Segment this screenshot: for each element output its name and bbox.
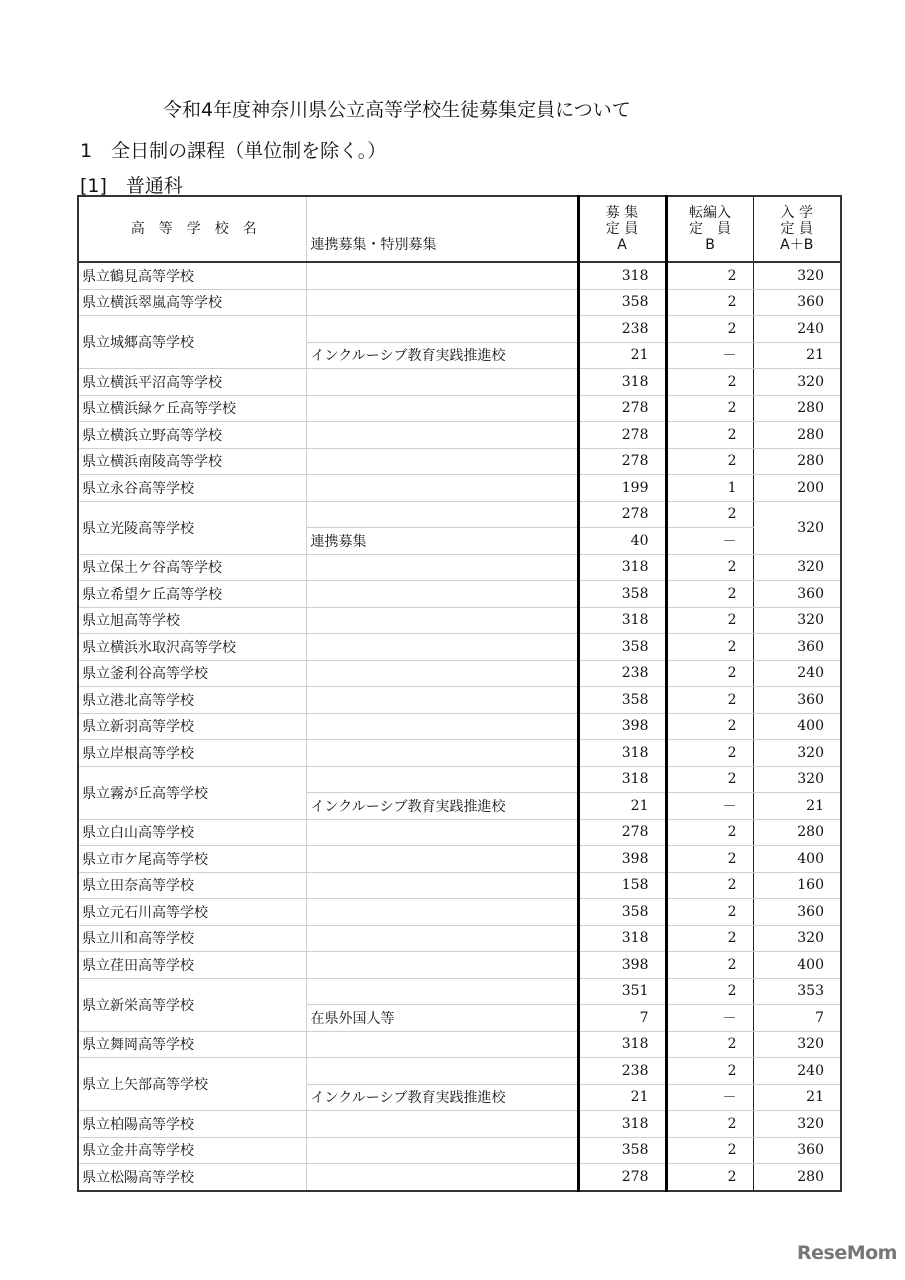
school-name: 県立岸根高等学校 [78, 740, 306, 767]
school-name: 県立城郷高等学校 [78, 316, 306, 369]
special-recruitment: インクルーシブ教育実践推進校 [306, 1084, 578, 1111]
header-b [666, 196, 753, 262]
table-row [78, 1164, 841, 1191]
admission-quota-total: 320 [753, 262, 841, 289]
school-name: 県立横浜平沼高等学校 [78, 369, 306, 396]
header-a-line3: A [617, 237, 627, 253]
school-name: 県立荏田高等学校 [78, 952, 306, 979]
special-recruitment [306, 289, 578, 316]
special-recruitment [306, 660, 578, 687]
admission-quota-total: 320 [753, 1111, 841, 1138]
special-recruitment [306, 1031, 578, 1058]
transfer-quota-b: 2 [666, 872, 753, 899]
transfer-quota-b: 1 [666, 475, 753, 502]
special-recruitment [306, 475, 578, 502]
table-row [78, 1058, 841, 1085]
header-special: 連携募集・特別募集 [306, 196, 578, 262]
transfer-quota-b: 2 [666, 607, 753, 634]
admission-quota-total: 200 [753, 475, 841, 502]
quota-a: 358 [578, 1137, 666, 1164]
table-row [78, 395, 841, 422]
quota-a: 278 [578, 1164, 666, 1191]
transfer-quota-b: 2 [666, 395, 753, 422]
special-recruitment [306, 952, 578, 979]
table-body [78, 262, 841, 1191]
special-recruitment [306, 448, 578, 475]
special-recruitment [306, 369, 578, 396]
special-recruitment: 在県外国人等 [306, 1005, 578, 1032]
header-b-line1: 転編入 [689, 205, 731, 221]
school-name: 県立上矢部高等学校 [78, 1058, 306, 1111]
quota-a: 278 [578, 395, 666, 422]
admission-quota-total: 360 [753, 1137, 841, 1164]
transfer-quota-b: 2 [666, 554, 753, 581]
special-recruitment [306, 978, 578, 1005]
quota-a: 398 [578, 846, 666, 873]
admission-quota-total: 320 [753, 554, 841, 581]
table-row [78, 634, 841, 661]
header-b-line2: 定 員 [689, 221, 731, 237]
table-row [78, 872, 841, 899]
special-recruitment [306, 501, 578, 528]
resemom-watermark-logo: ReseMom [797, 1242, 897, 1264]
quota-a: 318 [578, 607, 666, 634]
admission-quota-total: 240 [753, 316, 841, 343]
table-row [78, 766, 841, 793]
school-name: 県立川和高等学校 [78, 925, 306, 952]
quota-a: 278 [578, 422, 666, 449]
admission-quota-total: 280 [753, 1164, 841, 1191]
special-recruitment [306, 1137, 578, 1164]
transfer-quota-b: 2 [666, 978, 753, 1005]
admission-quota-total: 400 [753, 846, 841, 873]
transfer-quota-b: 2 [666, 899, 753, 926]
table-row [78, 262, 841, 289]
transfer-quota-b: 2 [666, 634, 753, 661]
quota-a: 199 [578, 475, 666, 502]
quota-a: 398 [578, 952, 666, 979]
admission-quota-total: 160 [753, 872, 841, 899]
admission-quota-total: 280 [753, 422, 841, 449]
transfer-quota-b: 2 [666, 660, 753, 687]
school-name: 県立松陽高等学校 [78, 1164, 306, 1191]
school-name: 県立元石川高等学校 [78, 899, 306, 926]
quota-a: 21 [578, 1084, 666, 1111]
table-row [78, 581, 841, 608]
special-recruitment [306, 687, 578, 714]
special-recruitment [306, 925, 578, 952]
special-recruitment [306, 872, 578, 899]
table-row [78, 369, 841, 396]
quota-a: 318 [578, 262, 666, 289]
school-name: 県立金井高等学校 [78, 1137, 306, 1164]
quota-a: 358 [578, 899, 666, 926]
school-name: 県立港北高等学校 [78, 687, 306, 714]
transfer-quota-b: 2 [666, 501, 753, 528]
quota-a: 358 [578, 289, 666, 316]
transfer-quota-b: 2 [666, 1058, 753, 1085]
special-recruitment: 連携募集 [306, 528, 578, 555]
quota-a: 351 [578, 978, 666, 1005]
table-row [78, 846, 841, 873]
school-name: 県立舞岡高等学校 [78, 1031, 306, 1058]
table-row [78, 1137, 841, 1164]
special-recruitment [306, 1111, 578, 1138]
school-name: 県立鶴見高等学校 [78, 262, 306, 289]
school-name: 県立田奈高等学校 [78, 872, 306, 899]
header-a-line2: 定 員 [605, 221, 639, 237]
table-row [78, 713, 841, 740]
transfer-quota-b: － [666, 793, 753, 820]
header-a [578, 196, 666, 262]
admission-quota-total: 320 [753, 925, 841, 952]
quota-a: 318 [578, 369, 666, 396]
transfer-quota-b: 2 [666, 262, 753, 289]
quota-a: 238 [578, 1058, 666, 1085]
table-row [78, 554, 841, 581]
special-recruitment [306, 819, 578, 846]
admission-quota-total: 280 [753, 448, 841, 475]
special-recruitment [306, 316, 578, 343]
transfer-quota-b: 2 [666, 687, 753, 714]
header-c-line1: 入 学 [780, 205, 813, 221]
table-row [78, 448, 841, 475]
table-row [78, 660, 841, 687]
special-recruitment: インクルーシブ教育実践推進校 [306, 342, 578, 369]
transfer-quota-b: 2 [666, 846, 753, 873]
special-recruitment [306, 581, 578, 608]
transfer-quota-b: － [666, 1005, 753, 1032]
quota-a: 398 [578, 713, 666, 740]
table-row [78, 819, 841, 846]
transfer-quota-b: 2 [666, 1111, 753, 1138]
quota-a: 238 [578, 316, 666, 343]
special-recruitment [306, 1164, 578, 1191]
school-name: 県立霧が丘高等学校 [78, 766, 306, 819]
enrollment-table [77, 195, 842, 1192]
admission-quota-total: 21 [753, 793, 841, 820]
admission-quota-total: 21 [753, 1084, 841, 1111]
admission-quota-total: 360 [753, 581, 841, 608]
table-header-row [78, 196, 841, 262]
table-row [78, 740, 841, 767]
quota-a: 238 [578, 660, 666, 687]
transfer-quota-b: 2 [666, 316, 753, 343]
special-recruitment [306, 395, 578, 422]
transfer-quota-b: 2 [666, 925, 753, 952]
special-recruitment [306, 634, 578, 661]
school-name: 県立旭高等学校 [78, 607, 306, 634]
section-heading: 1 全日制の課程（単位制を除く。） [80, 140, 387, 162]
table-row [78, 925, 841, 952]
school-name: 県立横浜立野高等学校 [78, 422, 306, 449]
special-recruitment [306, 262, 578, 289]
school-name: 県立希望ケ丘高等学校 [78, 581, 306, 608]
table-row [78, 316, 841, 343]
special-recruitment: インクルーシブ教育実践推進校 [306, 793, 578, 820]
transfer-quota-b: 2 [666, 448, 753, 475]
school-name: 県立横浜翠嵐高等学校 [78, 289, 306, 316]
admission-quota-total: 320 [753, 369, 841, 396]
admission-quota-total: 360 [753, 634, 841, 661]
quota-a: 318 [578, 766, 666, 793]
quota-a: 318 [578, 554, 666, 581]
header-a-line1: 募 集 [605, 205, 639, 221]
school-name: 県立柏陽高等学校 [78, 1111, 306, 1138]
admission-quota-total: 21 [753, 342, 841, 369]
quota-a: 278 [578, 448, 666, 475]
transfer-quota-b: 2 [666, 1164, 753, 1191]
quota-a: 40 [578, 528, 666, 555]
transfer-quota-b: 2 [666, 422, 753, 449]
school-name: 県立釜利谷高等学校 [78, 660, 306, 687]
quota-a: 358 [578, 634, 666, 661]
school-name: 県立横浜緑ケ丘高等学校 [78, 395, 306, 422]
quota-a: 358 [578, 581, 666, 608]
special-recruitment [306, 1058, 578, 1085]
table-row [78, 289, 841, 316]
school-name: 県立新栄高等学校 [78, 978, 306, 1031]
header-c [753, 196, 841, 262]
school-name: 県立市ケ尾高等学校 [78, 846, 306, 873]
special-recruitment [306, 766, 578, 793]
school-name: 県立新羽高等学校 [78, 713, 306, 740]
quota-a: 158 [578, 872, 666, 899]
admission-quota-total: 320 [753, 1031, 841, 1058]
school-name: 県立永谷高等学校 [78, 475, 306, 502]
admission-quota-total: 320 [753, 740, 841, 767]
table-row [78, 475, 841, 502]
school-name: 県立光陵高等学校 [78, 501, 306, 554]
admission-quota-total: 240 [753, 660, 841, 687]
table-row [78, 899, 841, 926]
table-row [78, 501, 841, 528]
quota-a: 7 [578, 1005, 666, 1032]
table-row [78, 952, 841, 979]
transfer-quota-b: － [666, 528, 753, 555]
special-recruitment [306, 899, 578, 926]
admission-quota-total: 280 [753, 819, 841, 846]
quota-a: 21 [578, 793, 666, 820]
table-row [78, 687, 841, 714]
quota-a: 278 [578, 819, 666, 846]
admission-quota-total: 360 [753, 899, 841, 926]
admission-quota-total: 280 [753, 395, 841, 422]
header-c-line2: 定 員 [780, 221, 813, 237]
admission-quota-total: 360 [753, 687, 841, 714]
quota-a: 278 [578, 501, 666, 528]
special-recruitment [306, 846, 578, 873]
header-c-line3: A＋B [780, 237, 814, 253]
quota-a: 318 [578, 925, 666, 952]
transfer-quota-b: 2 [666, 1031, 753, 1058]
special-recruitment [306, 607, 578, 634]
admission-quota-total: 400 [753, 952, 841, 979]
subsection-heading: [1] 普通科 [80, 175, 183, 197]
special-recruitment [306, 713, 578, 740]
school-name: 県立保土ケ谷高等学校 [78, 554, 306, 581]
quota-a: 21 [578, 342, 666, 369]
special-recruitment [306, 740, 578, 767]
quota-a: 318 [578, 740, 666, 767]
transfer-quota-b: － [666, 1084, 753, 1111]
table-row [78, 422, 841, 449]
admission-quota-total: 7 [753, 1005, 841, 1032]
transfer-quota-b: 2 [666, 1137, 753, 1164]
admission-quota-total: 320 [753, 501, 841, 554]
special-recruitment [306, 554, 578, 581]
table-row [78, 978, 841, 1005]
transfer-quota-b: 2 [666, 952, 753, 979]
admission-quota-total: 320 [753, 607, 841, 634]
transfer-quota-b: － [666, 342, 753, 369]
transfer-quota-b: 2 [666, 713, 753, 740]
transfer-quota-b: 2 [666, 289, 753, 316]
transfer-quota-b: 2 [666, 819, 753, 846]
school-name: 県立横浜氷取沢高等学校 [78, 634, 306, 661]
transfer-quota-b: 2 [666, 766, 753, 793]
transfer-quota-b: 2 [666, 740, 753, 767]
table-row [78, 1031, 841, 1058]
admission-quota-total: 400 [753, 713, 841, 740]
header-school-name: 高 等 学 校 名 [78, 196, 306, 262]
transfer-quota-b: 2 [666, 369, 753, 396]
school-name: 県立横浜南陵高等学校 [78, 448, 306, 475]
special-recruitment [306, 422, 578, 449]
admission-quota-total: 360 [753, 289, 841, 316]
school-name: 県立白山高等学校 [78, 819, 306, 846]
transfer-quota-b: 2 [666, 581, 753, 608]
quota-a: 358 [578, 687, 666, 714]
admission-quota-total: 353 [753, 978, 841, 1005]
admission-quota-total: 240 [753, 1058, 841, 1085]
admission-quota-total: 320 [753, 766, 841, 793]
table-row [78, 607, 841, 634]
header-b-line3: B [705, 237, 715, 253]
quota-a: 318 [578, 1111, 666, 1138]
table-row [78, 1111, 841, 1138]
document-title: 令和4年度神奈川県公立高等学校生徒募集定員について [163, 99, 631, 121]
quota-a: 318 [578, 1031, 666, 1058]
